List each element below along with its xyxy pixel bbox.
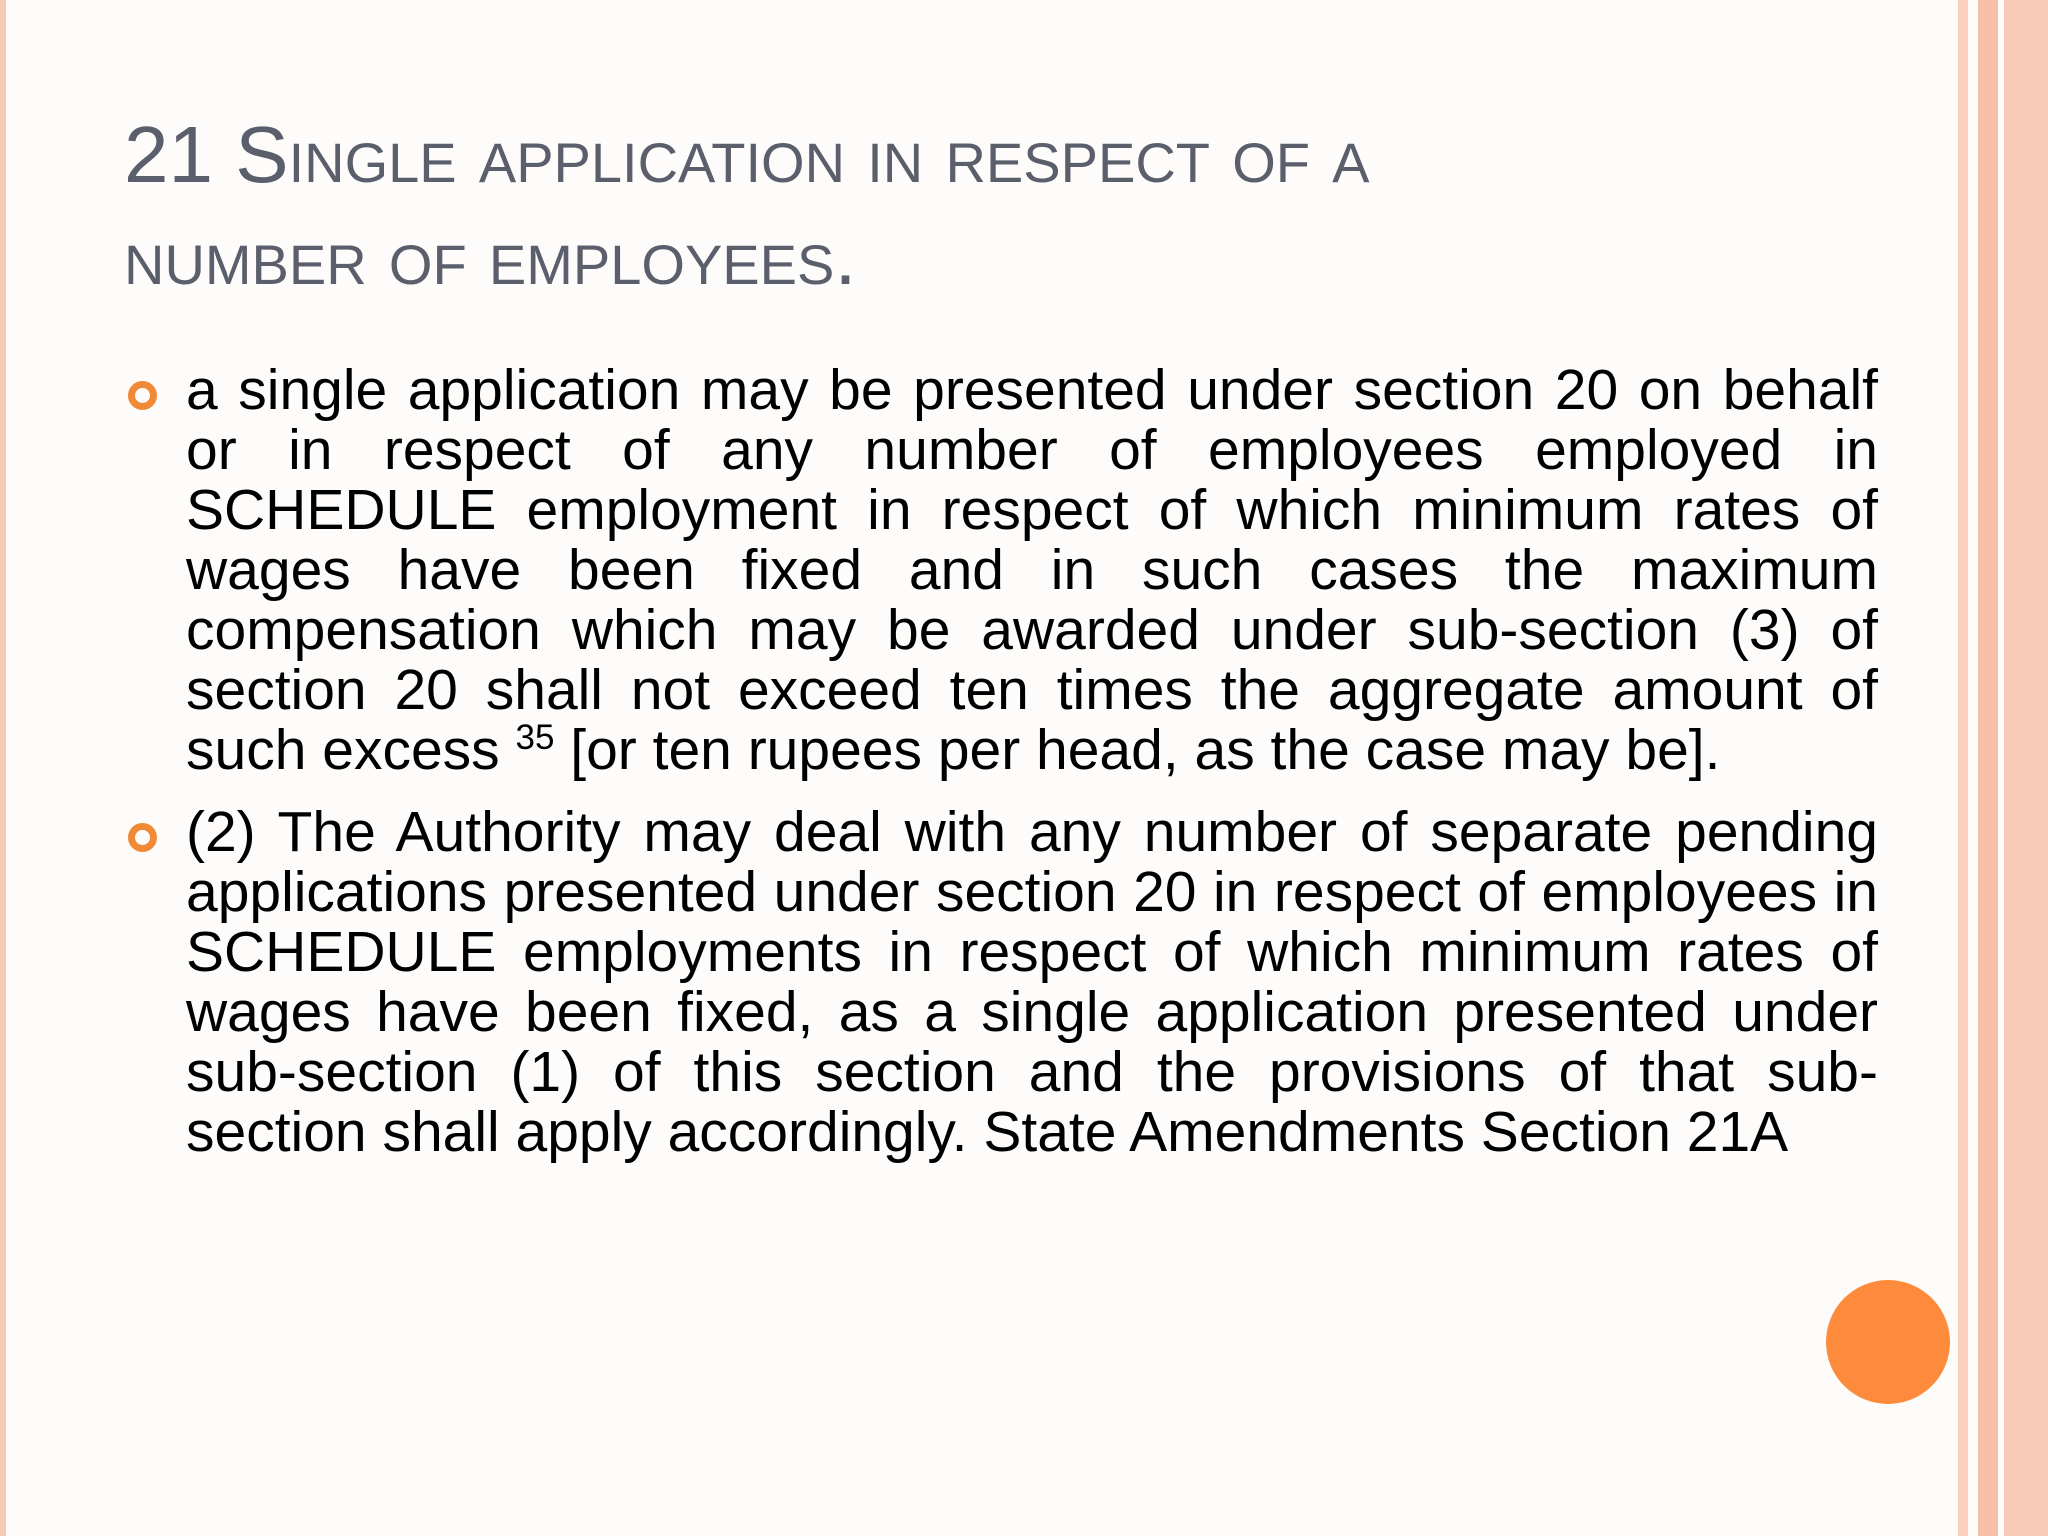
left-border — [0, 0, 6, 1536]
bullet-text-before-footnote: a single application may be presented under section 20 on behalf or in respect of any number of employees employed in SCHEDULE employment in respect of which minimum rates of wages have been fixed and in such cases the maximum compensation which may be awarded under sub-section (3) of section 20 shall not exceed ten times the aggregate amount of such excess — [186, 358, 1878, 782]
slide-title: 21 Single application in respect of a number of employees. — [124, 110, 1370, 301]
slide-content — [124, 358, 1878, 1184]
right-stripe-outer — [2004, 0, 2048, 1536]
right-stripe-middle — [1978, 0, 1998, 1536]
bullet-ring-icon — [128, 381, 157, 410]
bullet-text-after-footnote: [or ten rupees per head, as the case may be]. — [570, 718, 1721, 782]
bullet-ring-icon — [128, 823, 157, 852]
bullet-item — [124, 800, 1878, 1164]
footnote-reference: 35 — [515, 718, 555, 757]
bullet-item — [124, 358, 1878, 782]
bullet-text — [186, 360, 1878, 780]
right-stripe-inner — [1958, 0, 1968, 1536]
bullet-text: (2) The Authority may deal with any number of separate pending applications presented under section 20 in respect of employees in SCHEDULE employments in respect of which minimum rates of wages have been fixed, as a single application presented under sub-section (1) of this section and the provisions of that sub-section shall apply accordingly. State Amendments Section 21A — [186, 800, 1878, 1164]
orange-circle-decoration — [1826, 1280, 1950, 1404]
